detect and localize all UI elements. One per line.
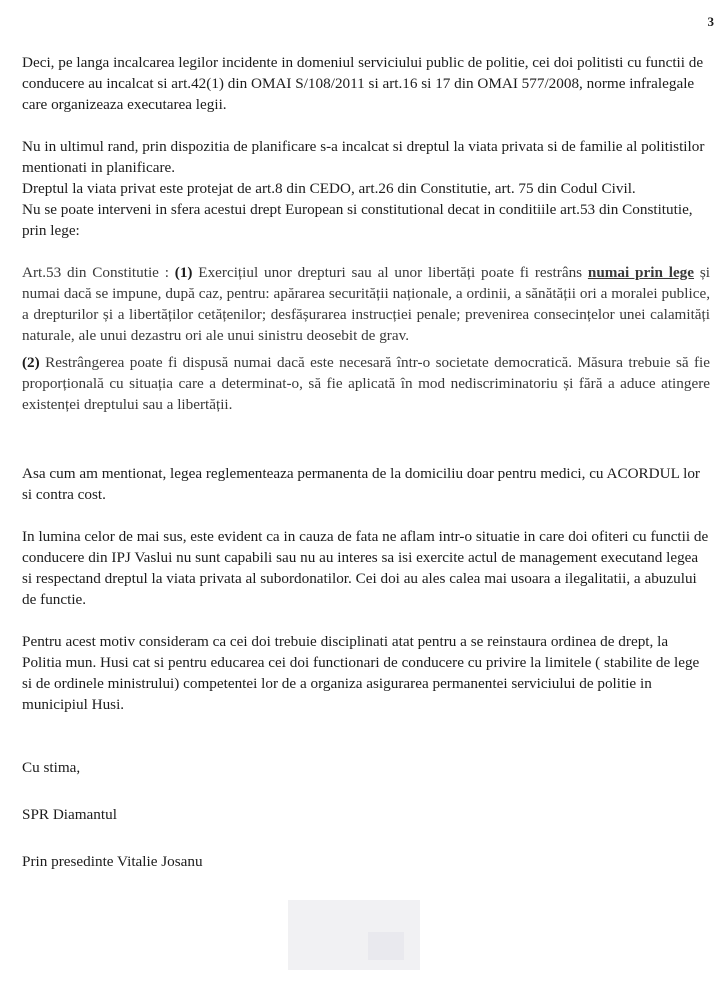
quote-paragraph-1 — [22, 262, 710, 346]
quote-text-1c: și numai dacă se impune, după caz, pentru: apărarea securității naționale, a ordinii, a sănătății ori a moralei publice, a drepturilor și a libertăților cetățenilor; desfășurarea instrucției penale; prevenirea consecințelor unei calamități naturale, ale unui dezastru ori ale unui sinistru deosebit de grav. — [22, 264, 710, 344]
paragraph-violations: Deci, pe langa incalcarea legilor incidente in domeniul serviciului public de politie, cei doi politisti cu functii de conducere au incalcat si art.42(1) din OMAI S/108/2011 si art.16 si 17 din OMAI 577/2008, norme infralegale care organizeaza executarea legii. — [22, 54, 704, 113]
quote-number-1: (1) — [174, 264, 193, 281]
paragraph-right-protection: Dreptul la viata privat este protejat de art.8 din CEDO, art.26 din Constitutie, art. 75 din Codul Civil. — [22, 180, 636, 197]
closing-signer: Prin presedinte Vitalie Josanu — [22, 853, 203, 870]
quote-text-2: Restrângerea poate fi dispusă numai dacă este necesară într-o societate democratică. Măsura trebuie să fie proporțională cu situația care a determinat-o, să fie aplicată în mod nediscriminatoriu și fără a aduce atingere existenței dreptului sau a libertății. — [22, 354, 710, 413]
letter-body — [22, 52, 710, 872]
closing-greeting: Cu stima, — [22, 759, 81, 776]
redacted-signature-mark — [368, 932, 404, 960]
paragraph-private-life: Nu in ultimul rand, prin dispozitia de planificare s-a incalcat si dreptul la viata privata si de familie al politistilor mentionati in planificare. — [22, 138, 705, 176]
constitution-quote — [22, 262, 710, 415]
paragraph-constitutional-conditions: Nu se poate interveni in sfera acestui drept European si constitutional decat in conditiile art.53 din Constitutie, prin lege: — [22, 201, 693, 239]
closing-organization: SPR Diamantul — [22, 806, 117, 823]
quote-number-2: (2) — [22, 354, 40, 371]
quote-paragraph-2 — [22, 352, 710, 415]
paragraph-on-call-doctors: Asa cum am mentionat, legea reglementeaza permanenta de la domiciliu doar pentru medici, cu ACORDUL lor si contra cost. — [22, 465, 700, 503]
paragraph-conclusion: In lumina celor de mai sus, este evident ca in cauza de fata ne aflam intr-o situatie in care doi ofiteri cu functii de conducere din IPJ Vaslui nu sunt capabili sau nu au interes sa isi exercite actul de management executand legea si respectand dreptul la viata privata al subordonatilor. Cei doi au ales calea mai usoara a ilegalitatii, a abuzului de functie. — [22, 528, 709, 608]
paragraph-request: Pentru acest motiv consideram ca cei doi trebuie disciplinati atat pentru a se reinstaura ordinea de drept, la Politia mun. Husi cat si pentru educarea cei doi functionari de conducere cu privire la limitele ( stabilite de lege si de ordinele ministrului) competentei lor de a organiza asigurarea permanentei serviciului de politie in municipiul Husi. — [22, 633, 700, 713]
quote-intro: Art.53 din Constitutie : — [22, 264, 175, 281]
quote-emphasis: numai prin lege — [587, 264, 695, 281]
quote-text-1a: Exercițiul unor drepturi sau al unor libertăți poate fi restrâns — [192, 264, 588, 281]
page-number: 3 — [707, 14, 714, 29]
closing-block — [22, 757, 710, 872]
